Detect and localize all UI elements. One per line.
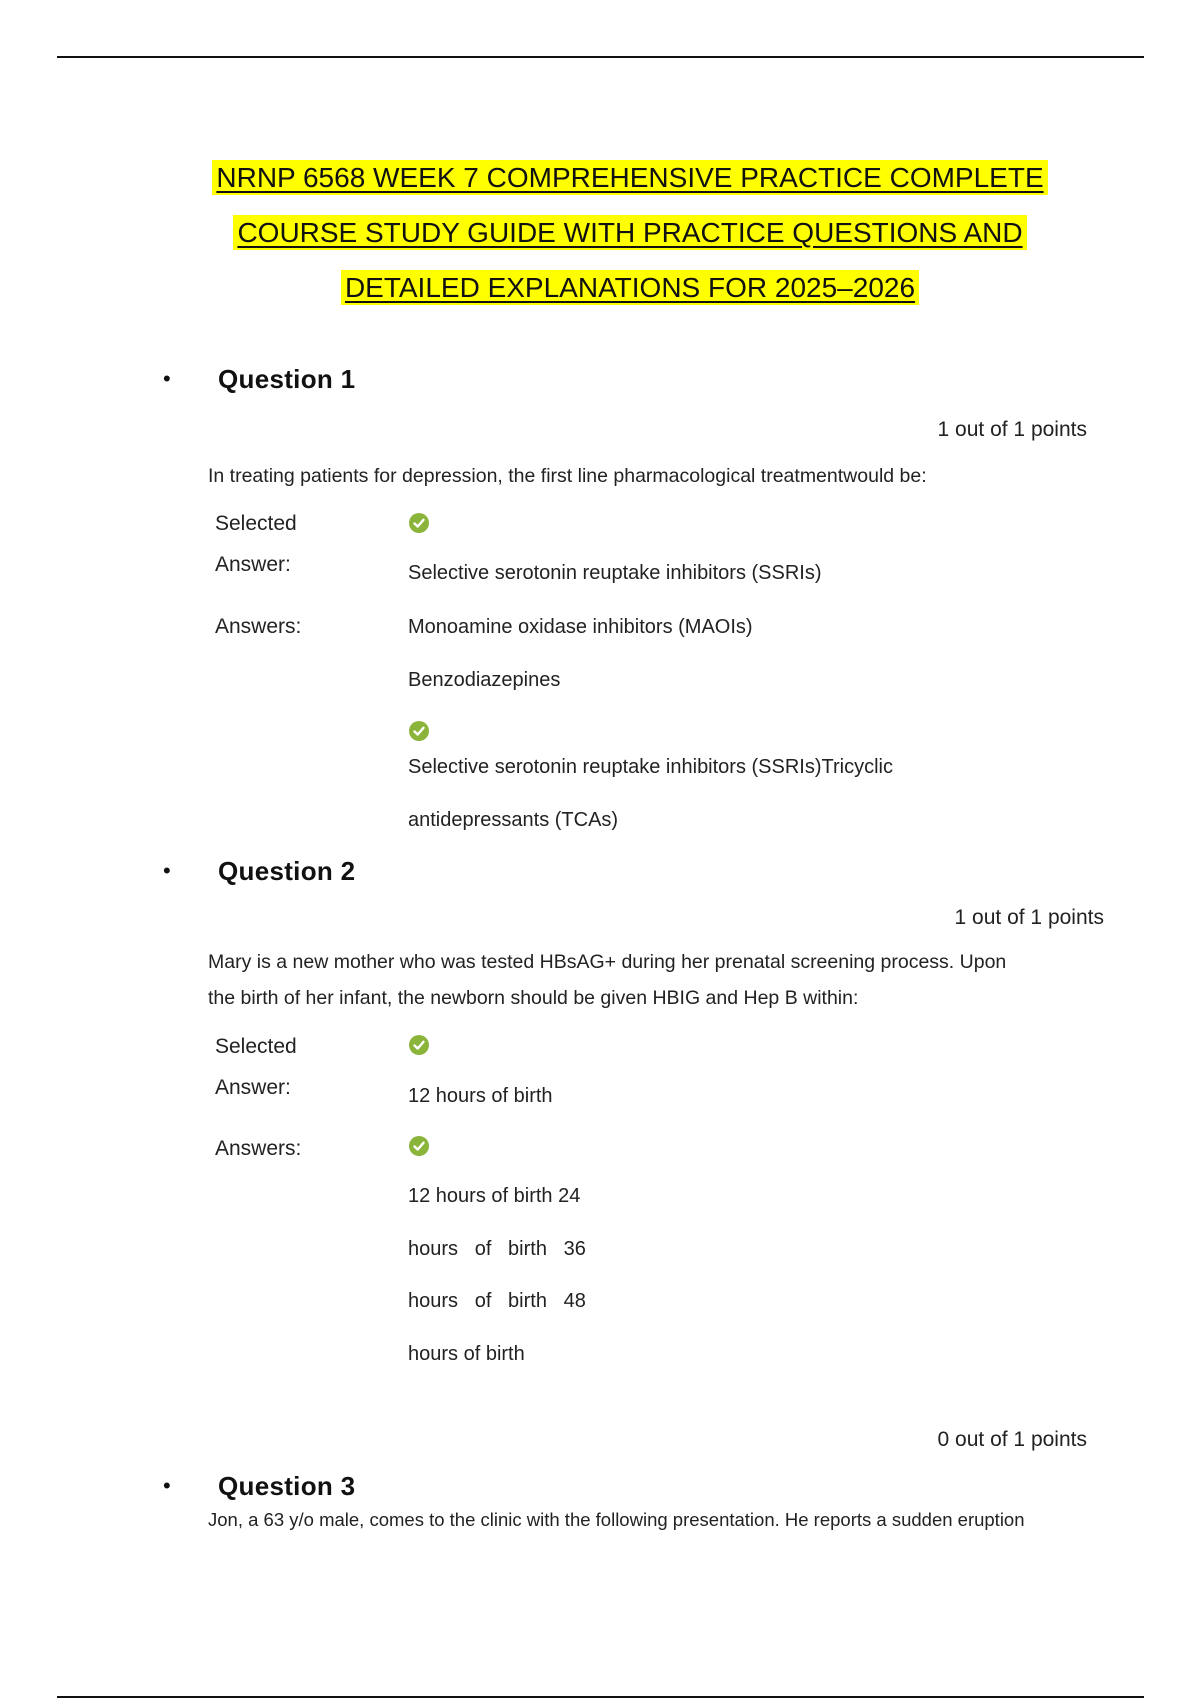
correct-check-icon [409, 721, 429, 741]
answers-label: Answers: [215, 615, 302, 638]
question-2-selected-answer: 12 hours of birth [408, 1085, 553, 1107]
bottom-rule [57, 1696, 1144, 1698]
correct-check-icon [409, 1035, 429, 1055]
document-title [130, 150, 1130, 315]
question-3-heading: Question 3 [218, 1471, 356, 1501]
question-2-answer-option: 12 hours of birth 24 [408, 1185, 581, 1207]
bullet: • [163, 366, 171, 391]
answer-label: Answer: [215, 1076, 291, 1099]
question-1-answer-option: antidepressants (TCAs) [408, 809, 619, 831]
question-1-answer-option: Monoamine oxidase inhibitors (MAOIs) [408, 616, 753, 638]
title-line-2: COURSE STUDY GUIDE WITH PRACTICE QUESTIONS AND [233, 215, 1026, 250]
question-1-answer-option: Benzodiazepines [408, 669, 561, 691]
question-1-selected-answer: Selective serotonin reuptake inhibitors (SSRIs) [408, 562, 822, 584]
top-rule [57, 56, 1144, 58]
selected-label: Selected [215, 512, 297, 535]
question-3-text: Jon, a 63 y/o male, comes to the clinic with the following presentation. He reports a sudden eruption [208, 1509, 1025, 1530]
question-3-points: 0 out of 1 points [937, 1428, 1087, 1451]
question-1-answer-option: Selective serotonin reuptake inhibitors (SSRIs)Tricyclic [408, 756, 893, 778]
title-line-1: NRNP 6568 WEEK 7 COMPREHENSIVE PRACTICE COMPLETE [212, 160, 1047, 195]
selected-label: Selected [215, 1035, 297, 1058]
question-2-text-line-2: the birth of her infant, the newborn should be given HBIG and Hep B within: [208, 987, 859, 1009]
question-1-heading: Question 1 [218, 364, 356, 394]
question-2-answer-option: hours of birth [408, 1343, 525, 1365]
correct-check-icon [409, 1136, 429, 1156]
answers-label: Answers: [215, 1137, 302, 1160]
bullet: • [163, 1473, 171, 1498]
question-2-answer-option: hours of birth 48 [408, 1290, 586, 1312]
title-line-3: DETAILED EXPLANATIONS FOR 2025–2026 [341, 270, 919, 305]
question-1-points: 1 out of 1 points [937, 418, 1087, 441]
question-2-text-line-1: Mary is a new mother who was tested HBsAG+ during her prenatal screening process. Upon [208, 951, 1007, 973]
question-2-heading: Question 2 [218, 856, 356, 886]
question-2-answer-option: hours of birth 36 [408, 1238, 586, 1260]
question-1-text: In treating patients for depression, the first line pharmacological treatmentwould be: [208, 465, 927, 487]
bullet: • [163, 858, 171, 883]
correct-check-icon [409, 513, 429, 533]
answer-label: Answer: [215, 553, 291, 576]
question-2-points: 1 out of 1 points [954, 906, 1104, 929]
